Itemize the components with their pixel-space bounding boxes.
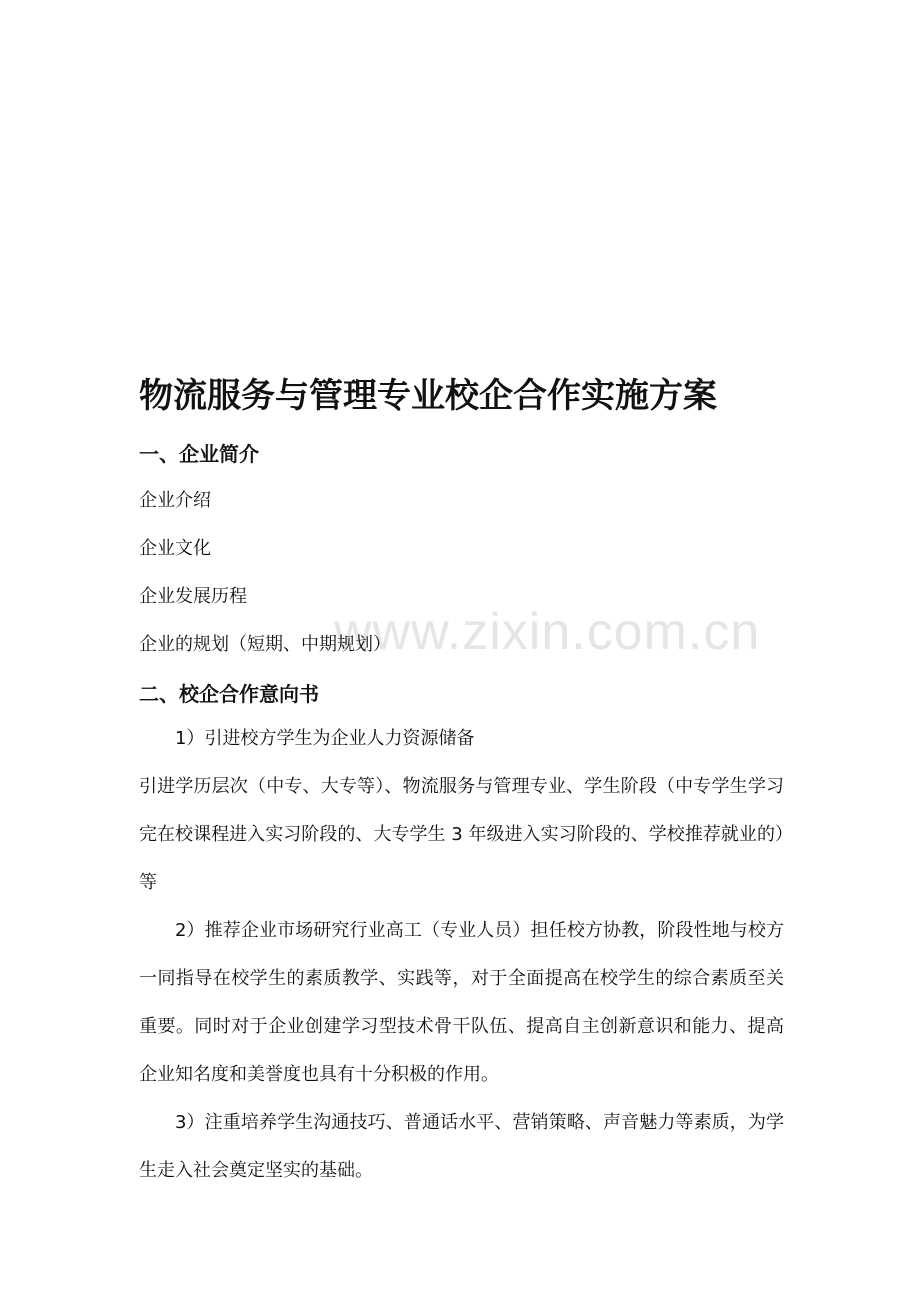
section-heading-cooperation: 二、校企合作意向书 bbox=[139, 682, 319, 706]
list-item: 企业发展历程 bbox=[139, 586, 247, 607]
list-item: 企业的规划（短期、中期规划） bbox=[139, 634, 391, 655]
section-heading-company-intro: 一、企业简介 bbox=[139, 442, 259, 466]
watermark: www.zixin.com.cn bbox=[334, 603, 761, 661]
paragraph-item3: 3）注重培养学生沟通技巧、普通话水平、营销策略、声音魅力等素质，为学生走入社会奠定坚实的基础。 bbox=[139, 1112, 784, 1181]
list-item: 企业文化 bbox=[139, 538, 211, 559]
document-title: 物流服务与管理专业校企合作实施方案 bbox=[139, 376, 717, 416]
list-item: 企业介绍 bbox=[139, 490, 211, 511]
paragraph-item1-heading: 1）引进校方学生为企业人力资源储备 bbox=[175, 728, 475, 749]
paragraph-item2: 2）推荐企业市场研究行业高工（专业人员）担任校方协教，阶段性地与校方一同指导在校学生的素质教学、实践等，对于全面提高在校学生的综合素质至关重要。同时对于企业创建学习型技术骨干队伍、提高自主创新意识和能力、提高企业知名度和美誉度也具有十分积极的作用。 bbox=[139, 920, 784, 1085]
paragraph-item1-body: 引进学历层次（中专、大专等）、物流服务与管理专业、学生阶段（中专学生学习完在校课程进入实习阶段的、大专学生 3 年级进入实习阶段的、学校推荐就业的）等 bbox=[139, 776, 784, 893]
